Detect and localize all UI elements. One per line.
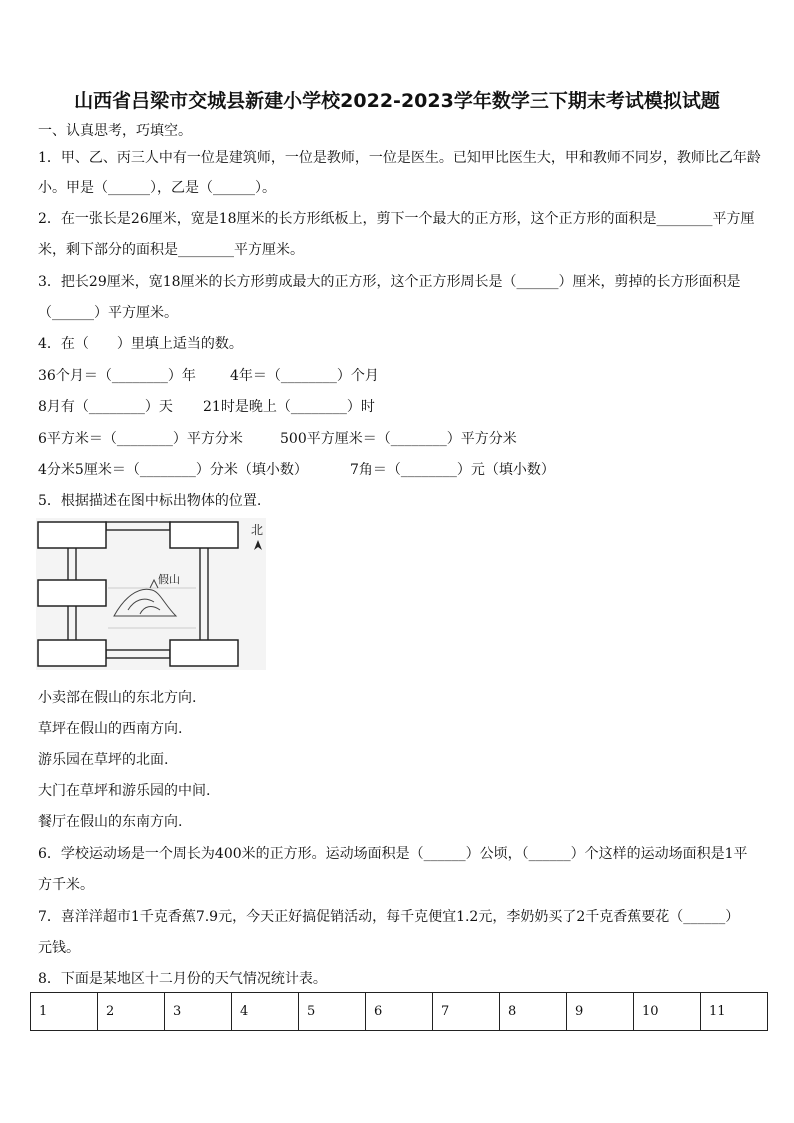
weather-table bbox=[30, 992, 768, 1031]
q4-item: 4分米5厘米＝（________）分米（填小数） bbox=[38, 462, 308, 478]
q6-line2: 方千米。 bbox=[38, 877, 94, 893]
q5-description: 大门在草坪和游乐园的中间. bbox=[38, 783, 211, 799]
q4-intro: 4．在（ ）里填上适当的数。 bbox=[38, 336, 243, 352]
q5-description: 游乐园在草坪的北面. bbox=[38, 752, 169, 768]
q4-item: 36个月＝（________）年 bbox=[38, 368, 196, 384]
page-title: 山西省吕梁市交城县新建小学校2022-2023学年数学三下期末考试模拟试题 bbox=[74, 90, 720, 112]
q3-line1: 3．把长29厘米，宽18厘米的长方形剪成最大的正方形，这个正方形周长是（______）厘米，剪掉的长方形面积是 bbox=[38, 274, 741, 290]
q5-intro: 5．根据描述在图中标出物体的位置. bbox=[38, 493, 262, 509]
q1-line1: 1．甲、乙、丙三人中有一位是建筑师，一位是教师，一位是医生。已知甲比医生大，甲和教师不同岁，教师比乙年龄 bbox=[38, 150, 761, 166]
section-heading: 一、认真思考，巧填空。 bbox=[38, 123, 192, 139]
q4-item: 4年＝（________）个月 bbox=[230, 368, 379, 384]
table-cell: 9 bbox=[567, 993, 634, 1031]
q6-line1: 6．学校运动场是一个周长为400米的正方形。运动场面积是（______）公顷，（______）个这样的运动场面积是1平 bbox=[38, 846, 748, 862]
q5-description: 草坪在假山的西南方向. bbox=[38, 721, 183, 737]
southwest-box bbox=[38, 640, 106, 666]
table-cell: 10 bbox=[634, 993, 701, 1031]
rockery-label: 假山 bbox=[158, 573, 180, 586]
table-cell: 8 bbox=[500, 993, 567, 1031]
location-map-figure bbox=[36, 518, 266, 670]
table-cell: 7 bbox=[433, 993, 500, 1031]
table-cell: 2 bbox=[98, 993, 165, 1031]
q3-line2: （______）平方厘米。 bbox=[38, 305, 178, 321]
q4-item: 7角＝（________）元（填小数） bbox=[350, 462, 555, 478]
table-cell: 4 bbox=[232, 993, 299, 1031]
q4-item: 500平方厘米＝（________）平方分米 bbox=[280, 431, 517, 447]
q4-item: 21时是晚上（________）时 bbox=[203, 399, 375, 415]
table-cell: 11 bbox=[701, 993, 768, 1031]
west-box bbox=[38, 580, 106, 606]
table-cell: 1 bbox=[31, 993, 98, 1031]
table-cell: 6 bbox=[366, 993, 433, 1031]
q2-line1: 2．在一张长是26厘米，宽是18厘米的长方形纸板上，剪下一个最大的正方形，这个正方形的面积是________平方厘 bbox=[38, 211, 755, 227]
northeast-box bbox=[170, 522, 238, 548]
q1-line2: 小。甲是（______），乙是（______）。 bbox=[38, 180, 276, 196]
q4-item: 8月有（________）天 bbox=[38, 399, 173, 415]
q5-description: 小卖部在假山的东北方向. bbox=[38, 690, 197, 706]
table-cell: 3 bbox=[165, 993, 232, 1031]
table-row bbox=[31, 993, 768, 1031]
q7-line1: 7．喜洋洋超市1千克香蕉7.9元，今天正好搞促销活动，每千克便宜1.2元，李奶奶买了2千克香蕉要花（______） bbox=[38, 909, 740, 925]
q2-line2: 米，剩下部分的面积是________平方厘米。 bbox=[38, 242, 304, 258]
q5-description: 餐厅在假山的东南方向. bbox=[38, 814, 183, 830]
north-label: 北 bbox=[251, 523, 264, 537]
northwest-box bbox=[38, 522, 106, 548]
table-cell: 5 bbox=[299, 993, 366, 1031]
q8-intro: 8．下面是某地区十二月份的天气情况统计表。 bbox=[38, 971, 327, 987]
southeast-box bbox=[170, 640, 238, 666]
q4-item: 6平方米＝（________）平方分米 bbox=[38, 431, 243, 447]
q7-line2: 元钱。 bbox=[38, 940, 80, 956]
